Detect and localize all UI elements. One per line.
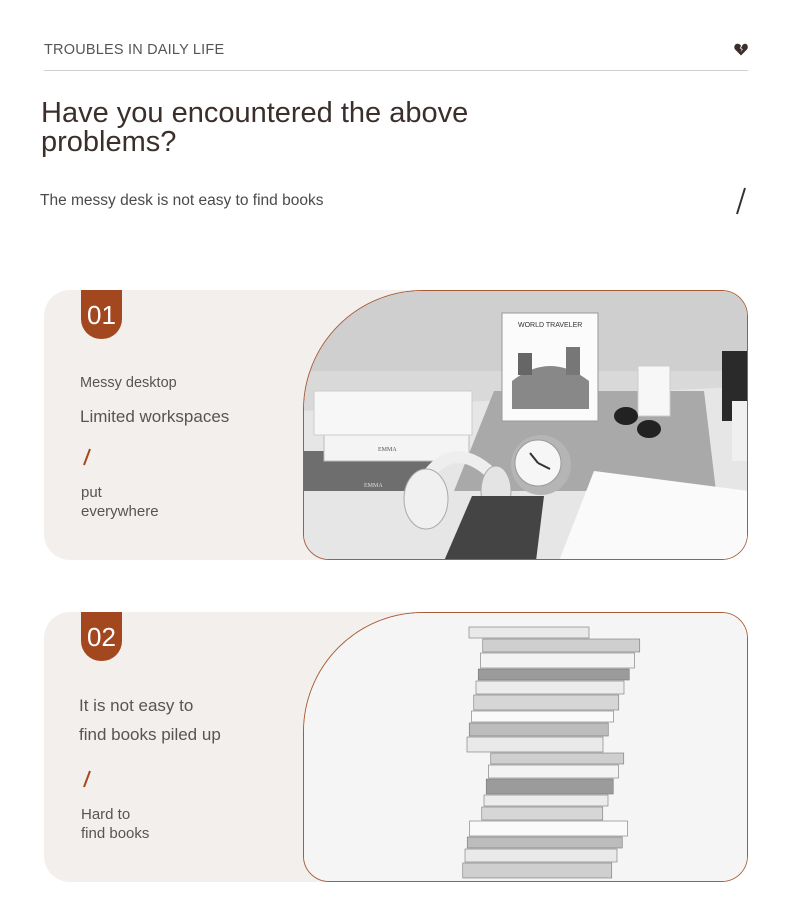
book: [469, 723, 608, 736]
book: [476, 681, 624, 694]
book: [463, 863, 612, 878]
card-number-badge: 02: [81, 612, 122, 661]
page-heading: [41, 99, 561, 157]
book: [467, 737, 603, 752]
messy-desk-photo: [303, 290, 748, 560]
book: [481, 653, 635, 668]
card-detail-2: find books: [81, 825, 150, 842]
book: [470, 821, 628, 836]
card-detail: [81, 483, 159, 521]
card-detail-2: everywhere: [81, 503, 159, 520]
section-title: TROUBLES IN DAILY LIFE: [44, 42, 225, 58]
subtitle: The messy desk is not easy to find books: [40, 192, 324, 209]
card-number-badge: 01: [81, 290, 122, 339]
card-line-1: It is not easy to: [79, 696, 194, 715]
card-line-2: Limited workspaces: [80, 407, 230, 426]
card-detail-1: Hard to: [81, 806, 131, 823]
book: [483, 639, 640, 652]
book: [486, 779, 613, 794]
book: [465, 849, 617, 862]
calendar-title: WORLD TRAVELER: [518, 322, 583, 329]
book: [472, 711, 614, 722]
heading-line-1: Have you encountered the above: [41, 97, 469, 129]
broken-heart-icon: [734, 43, 748, 56]
book-stack-photo: [303, 612, 748, 882]
book-spine-label-2: EMMA: [364, 483, 383, 489]
book: [467, 837, 622, 848]
book: [478, 669, 629, 680]
book: [484, 795, 608, 806]
slash-icon: [81, 448, 93, 466]
book: [469, 627, 589, 638]
card-line-1: Messy desktop: [80, 375, 177, 391]
book-spine-label: EMMA: [378, 447, 397, 453]
heading-line-2: problems?: [41, 126, 177, 158]
problem-card-2: [44, 612, 748, 882]
problem-card-1: [44, 290, 748, 560]
book: [474, 695, 619, 710]
card-detail: [81, 805, 149, 843]
book: [482, 807, 603, 820]
book: [489, 765, 619, 778]
section-header: [44, 38, 748, 71]
slash-divider-icon: [735, 186, 747, 216]
card-detail-1: put: [81, 484, 102, 501]
slash-icon: [81, 770, 93, 788]
book: [491, 753, 624, 764]
card-line-2: find books piled up: [79, 725, 221, 744]
